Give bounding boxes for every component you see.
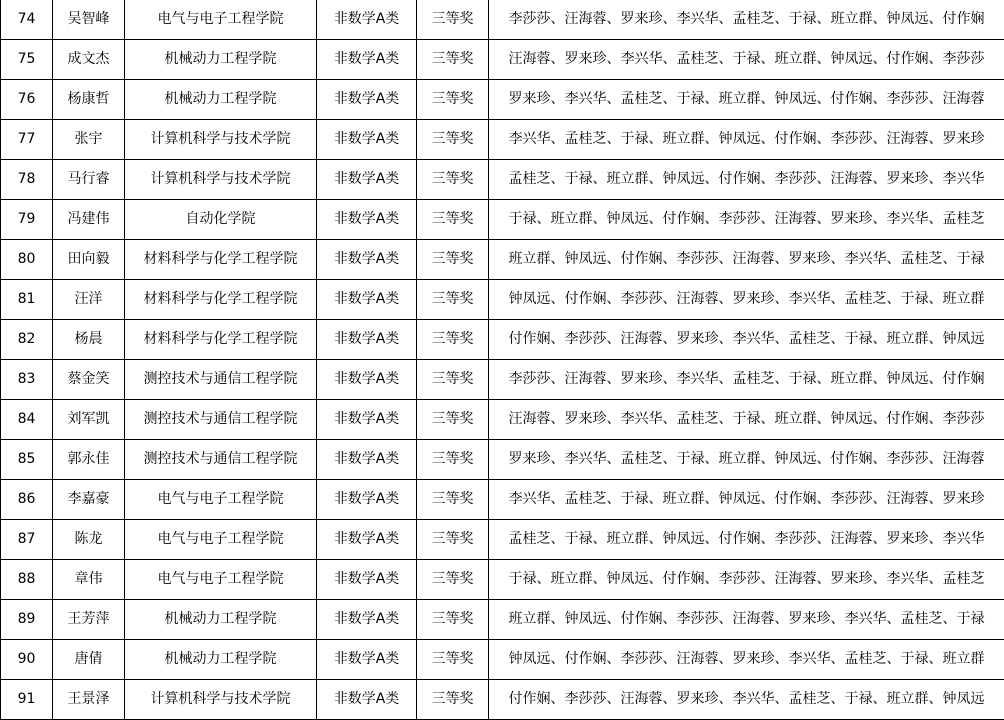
student-name-cell: 王景泽 — [53, 680, 125, 720]
teachers-cell: 罗来珍、李兴华、孟桂芝、于禄、班立群、钟凤远、付作娴、李莎莎、汪海蓉 — [489, 80, 1004, 120]
teachers-cell: 李莎莎、汪海蓉、罗来珍、李兴华、孟桂芝、于禄、班立群、钟凤远、付作娴 — [489, 360, 1004, 400]
category-cell: 非数学A类 — [317, 360, 417, 400]
award-cell: 三等奖 — [417, 160, 489, 200]
student-name-cell: 陈龙 — [53, 520, 125, 560]
teachers-cell: 李兴华、孟桂芝、于禄、班立群、钟凤远、付作娴、李莎莎、汪海蓉、罗来珍 — [489, 480, 1004, 520]
teachers-cell: 付作娴、李莎莎、汪海蓉、罗来珍、李兴华、孟桂芝、于禄、班立群、钟凤远 — [489, 680, 1004, 720]
award-cell: 三等奖 — [417, 200, 489, 240]
category-cell: 非数学A类 — [317, 200, 417, 240]
award-cell: 三等奖 — [417, 120, 489, 160]
teachers-cell: 于禄、班立群、钟凤远、付作娴、李莎莎、汪海蓉、罗来珍、李兴华、孟桂芝 — [489, 200, 1004, 240]
table-row — [1, 680, 1004, 720]
table-row — [1, 0, 1004, 40]
student-name-cell: 王芳萍 — [53, 600, 125, 640]
table-row — [1, 80, 1004, 120]
award-cell: 三等奖 — [417, 320, 489, 360]
row-number-cell: 86 — [1, 480, 53, 520]
row-number-cell: 83 — [1, 360, 53, 400]
teachers-cell: 李兴华、孟桂芝、于禄、班立群、钟凤远、付作娴、李莎莎、汪海蓉、罗来珍 — [489, 120, 1004, 160]
award-cell: 三等奖 — [417, 280, 489, 320]
category-cell: 非数学A类 — [317, 680, 417, 720]
row-number-cell: 76 — [1, 80, 53, 120]
student-name-cell: 唐倩 — [53, 640, 125, 680]
award-cell: 三等奖 — [417, 520, 489, 560]
college-cell: 测控技术与通信工程学院 — [125, 440, 317, 480]
category-cell: 非数学A类 — [317, 520, 417, 560]
row-number-cell: 90 — [1, 640, 53, 680]
student-name-cell: 李嘉豪 — [53, 480, 125, 520]
table-row — [1, 440, 1004, 480]
teachers-cell: 班立群、钟凤远、付作娴、李莎莎、汪海蓉、罗来珍、李兴华、孟桂芝、于禄 — [489, 600, 1004, 640]
award-cell: 三等奖 — [417, 0, 489, 40]
teachers-cell: 钟凤远、付作娴、李莎莎、汪海蓉、罗来珍、李兴华、孟桂芝、于禄、班立群 — [489, 280, 1004, 320]
category-cell: 非数学A类 — [317, 440, 417, 480]
college-cell: 电气与电子工程学院 — [125, 560, 317, 600]
college-cell: 材料科学与化学工程学院 — [125, 240, 317, 280]
teachers-cell: 于禄、班立群、钟凤远、付作娴、李莎莎、汪海蓉、罗来珍、李兴华、孟桂芝 — [489, 560, 1004, 600]
table-row — [1, 160, 1004, 200]
table-row — [1, 240, 1004, 280]
college-cell: 材料科学与化学工程学院 — [125, 320, 317, 360]
row-number-cell: 77 — [1, 120, 53, 160]
student-name-cell: 章伟 — [53, 560, 125, 600]
table-row — [1, 600, 1004, 640]
student-name-cell: 冯建伟 — [53, 200, 125, 240]
table-row — [1, 320, 1004, 360]
student-name-cell: 马行睿 — [53, 160, 125, 200]
category-cell: 非数学A类 — [317, 600, 417, 640]
college-cell: 电气与电子工程学院 — [125, 520, 317, 560]
student-name-cell: 刘军凯 — [53, 400, 125, 440]
category-cell: 非数学A类 — [317, 280, 417, 320]
row-number-cell: 75 — [1, 40, 53, 80]
award-cell: 三等奖 — [417, 400, 489, 440]
category-cell: 非数学A类 — [317, 640, 417, 680]
table-row — [1, 120, 1004, 160]
table-row — [1, 360, 1004, 400]
student-name-cell: 汪洋 — [53, 280, 125, 320]
table-row — [1, 640, 1004, 680]
teachers-cell: 罗来珍、李兴华、孟桂芝、于禄、班立群、钟凤远、付作娴、李莎莎、汪海蓉 — [489, 440, 1004, 480]
category-cell: 非数学A类 — [317, 160, 417, 200]
table-row — [1, 40, 1004, 80]
student-name-cell: 杨康哲 — [53, 80, 125, 120]
college-cell: 材料科学与化学工程学院 — [125, 280, 317, 320]
teachers-cell: 钟凤远、付作娴、李莎莎、汪海蓉、罗来珍、李兴华、孟桂芝、于禄、班立群 — [489, 640, 1004, 680]
award-cell: 三等奖 — [417, 480, 489, 520]
college-cell: 计算机科学与技术学院 — [125, 120, 317, 160]
award-cell: 三等奖 — [417, 80, 489, 120]
table-row — [1, 520, 1004, 560]
college-cell: 机械动力工程学院 — [125, 640, 317, 680]
table-row — [1, 560, 1004, 600]
category-cell: 非数学A类 — [317, 560, 417, 600]
award-cell: 三等奖 — [417, 640, 489, 680]
college-cell: 测控技术与通信工程学院 — [125, 400, 317, 440]
category-cell: 非数学A类 — [317, 480, 417, 520]
college-cell: 机械动力工程学院 — [125, 600, 317, 640]
award-cell: 三等奖 — [417, 680, 489, 720]
teachers-cell: 孟桂芝、于禄、班立群、钟凤远、付作娴、李莎莎、汪海蓉、罗来珍、李兴华 — [489, 160, 1004, 200]
award-cell: 三等奖 — [417, 360, 489, 400]
table-body — [1, 0, 1004, 720]
teachers-cell: 班立群、钟凤远、付作娴、李莎莎、汪海蓉、罗来珍、李兴华、孟桂芝、于禄 — [489, 240, 1004, 280]
award-cell: 三等奖 — [417, 240, 489, 280]
category-cell: 非数学A类 — [317, 320, 417, 360]
row-number-cell: 91 — [1, 680, 53, 720]
college-cell: 计算机科学与技术学院 — [125, 160, 317, 200]
award-cell: 三等奖 — [417, 600, 489, 640]
row-number-cell: 87 — [1, 520, 53, 560]
student-name-cell: 杨晨 — [53, 320, 125, 360]
row-number-cell: 89 — [1, 600, 53, 640]
row-number-cell: 82 — [1, 320, 53, 360]
row-number-cell: 84 — [1, 400, 53, 440]
award-cell: 三等奖 — [417, 560, 489, 600]
table-row — [1, 280, 1004, 320]
row-number-cell: 81 — [1, 280, 53, 320]
award-cell: 三等奖 — [417, 40, 489, 80]
student-name-cell: 田向毅 — [53, 240, 125, 280]
college-cell: 测控技术与通信工程学院 — [125, 360, 317, 400]
category-cell: 非数学A类 — [317, 40, 417, 80]
category-cell: 非数学A类 — [317, 0, 417, 40]
row-number-cell: 88 — [1, 560, 53, 600]
category-cell: 非数学A类 — [317, 400, 417, 440]
row-number-cell: 80 — [1, 240, 53, 280]
category-cell: 非数学A类 — [317, 240, 417, 280]
student-name-cell: 吴智峰 — [53, 0, 125, 40]
category-cell: 非数学A类 — [317, 120, 417, 160]
row-number-cell: 78 — [1, 160, 53, 200]
teachers-cell: 孟桂芝、于禄、班立群、钟凤远、付作娴、李莎莎、汪海蓉、罗来珍、李兴华 — [489, 520, 1004, 560]
row-number-cell: 85 — [1, 440, 53, 480]
table-row — [1, 400, 1004, 440]
teachers-cell: 汪海蓉、罗来珍、李兴华、孟桂芝、于禄、班立群、钟凤远、付作娴、李莎莎 — [489, 40, 1004, 80]
student-name-cell: 郭永佳 — [53, 440, 125, 480]
student-name-cell: 张宇 — [53, 120, 125, 160]
row-number-cell: 79 — [1, 200, 53, 240]
row-number-cell: 74 — [1, 0, 53, 40]
college-cell: 计算机科学与技术学院 — [125, 680, 317, 720]
college-cell: 自动化学院 — [125, 200, 317, 240]
teachers-cell: 付作娴、李莎莎、汪海蓉、罗来珍、李兴华、孟桂芝、于禄、班立群、钟凤远 — [489, 320, 1004, 360]
student-name-cell: 蔡金笑 — [53, 360, 125, 400]
teachers-cell: 李莎莎、汪海蓉、罗来珍、李兴华、孟桂芝、于禄、班立群、钟凤远、付作娴 — [489, 0, 1004, 40]
student-name-cell: 成文杰 — [53, 40, 125, 80]
award-cell: 三等奖 — [417, 440, 489, 480]
category-cell: 非数学A类 — [317, 80, 417, 120]
college-cell: 电气与电子工程学院 — [125, 480, 317, 520]
college-cell: 机械动力工程学院 — [125, 40, 317, 80]
table-row — [1, 480, 1004, 520]
college-cell: 机械动力工程学院 — [125, 80, 317, 120]
college-cell: 电气与电子工程学院 — [125, 0, 317, 40]
table-row — [1, 200, 1004, 240]
teachers-cell: 汪海蓉、罗来珍、李兴华、孟桂芝、于禄、班立群、钟凤远、付作娴、李莎莎 — [489, 400, 1004, 440]
